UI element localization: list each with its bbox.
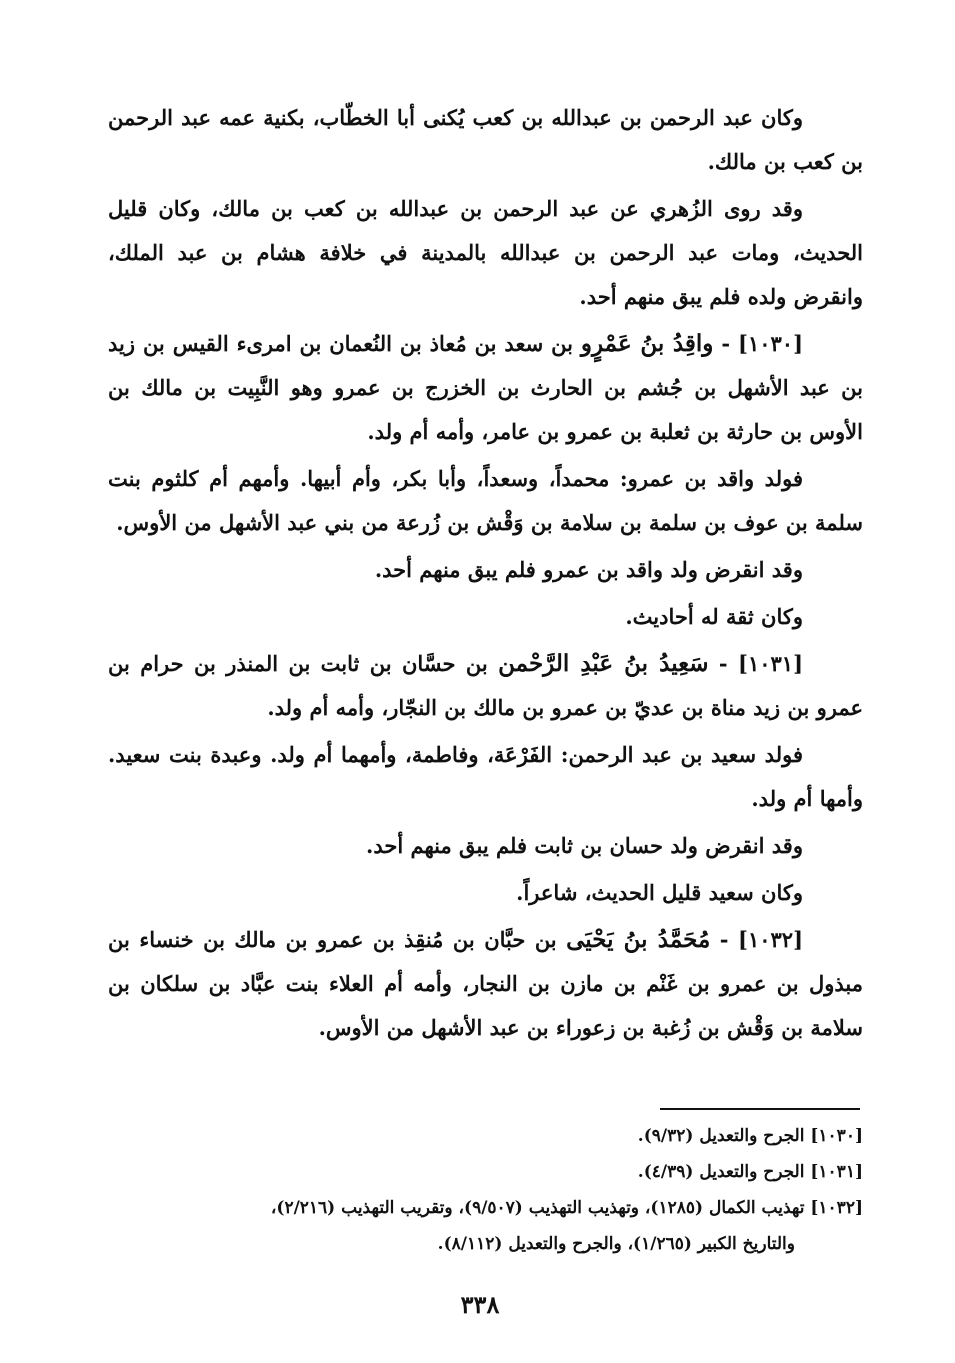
footnote-line: والتاريخ الكبير (١/٢٦٥)، والجرح والتعديل (٨/١١٢). [437,1234,795,1254]
footnote-1032 [108,1190,863,1262]
footnotes [108,1118,863,1262]
main-text [108,96,863,1053]
paragraph: وكان عبد الرحمن بن عبدالله بن كعب يُكنى أبا الخطّاب، بكنية عمه عبد الرحمن بن كعب بن مالك. [108,105,863,174]
entry-number: [١٠٣١] - [718,651,804,676]
entry-name: سَعِيدُ بنُ عَبْدِ الرَّحْمن [498,650,709,677]
footnote-1031: [١٠٣١] الجرح والتعديل (٤/٣٩). [637,1162,863,1182]
entry-name: واقِدُ بنُ عَمْرٍو [580,330,714,357]
paragraph: وقد روى الزُهري عن عبد الرحمن بن عبدالله بن كعب بن مالك، وكان قليل الحديث، ومات عبد الرحمن بن عبدالله بالمدينة في خلافة هشام بن عبد الملك، وانقرض ولده فلم يبق منهم أحد. [108,196,863,309]
entry-text: بن حسَّان بن ثابت بن المنذر بن حرام بن عمرو بن زيد مناة بن عديّ بن عمرو بن مالك بن النجّار، وأمه أم ولد. [108,651,863,720]
entry-text: بن حبَّان بن مُنقِذ بن عمرو بن مالك بن خنساء بن مبذول بن عمرو بن غَنْم بن مازن بن النجار، وأمه أم العلاء بنت عبَّاد بن سلكان بن سلامة بن وَقْش بن زُغبة بن زعوراء بن عبد الأشهل من الأوس. [108,927,863,1040]
entry-name: مُحَمَّدُ بنُ يَحْيَى [566,926,711,953]
paragraph: وقد انقرض ولد واقد بن عمرو فلم يبق منهم أحد. [374,557,803,582]
paragraph: فولد واقد بن عمرو: محمداً، وسعداً، وأبا بكر، وأم أبيها. وأمهم أم كلثوم بنت سلمة بن عوف بن سلمة بن سلامة بن وَقْش بن زُرعة من بني عبد الأشهل من الأوس. [108,466,863,535]
page-number: ٣٣٨ [460,1290,500,1319]
entry-number: [١٠٣٢] - [719,927,803,952]
paragraph: وقد انقرض ولد حسان بن ثابت فلم يبق منهم أحد. [366,833,803,858]
biography-entry-1032 [108,918,863,1050]
footnote-1030: [١٠٣٠] الجرح والتعديل (٩/٣٢). [637,1126,863,1146]
paragraph: وكان سعيد قليل الحديث، شاعراً. [516,880,803,905]
footnote-divider [660,1108,860,1110]
entry-number: [١٠٣٠] - [721,331,804,356]
entry-text: بن سعد بن مُعاذ بن النُعمان بن امرىء القيس بن زيد بن عبد الأشهل بن جُشم بن الحارث بن الخزرج بن عمرو وهو النَّبِيت بن مالك بن الأوس بن حارثة بن ثعلبة بن عمرو بن عامر، وأمه أم ولد. [108,331,863,444]
biography-entry-1031 [108,642,863,730]
paragraph: وكان ثقة له أحاديث. [625,604,803,629]
biography-entry-1030 [108,322,863,454]
footnote-line: [١٠٣٢] تهذيب الكمال (١٢٨٥)، وتهذيب التهذيب (٩/٥٠٧)، وتقريب التهذيب (٢/٢١٦)، [270,1198,863,1218]
paragraph: فولد سعيد بن عبد الرحمن: الفَرْعَة، وفاطمة، وأمهما أم ولد. وعبدة بنت سعيد. وأمها أم ولد. [108,742,863,811]
